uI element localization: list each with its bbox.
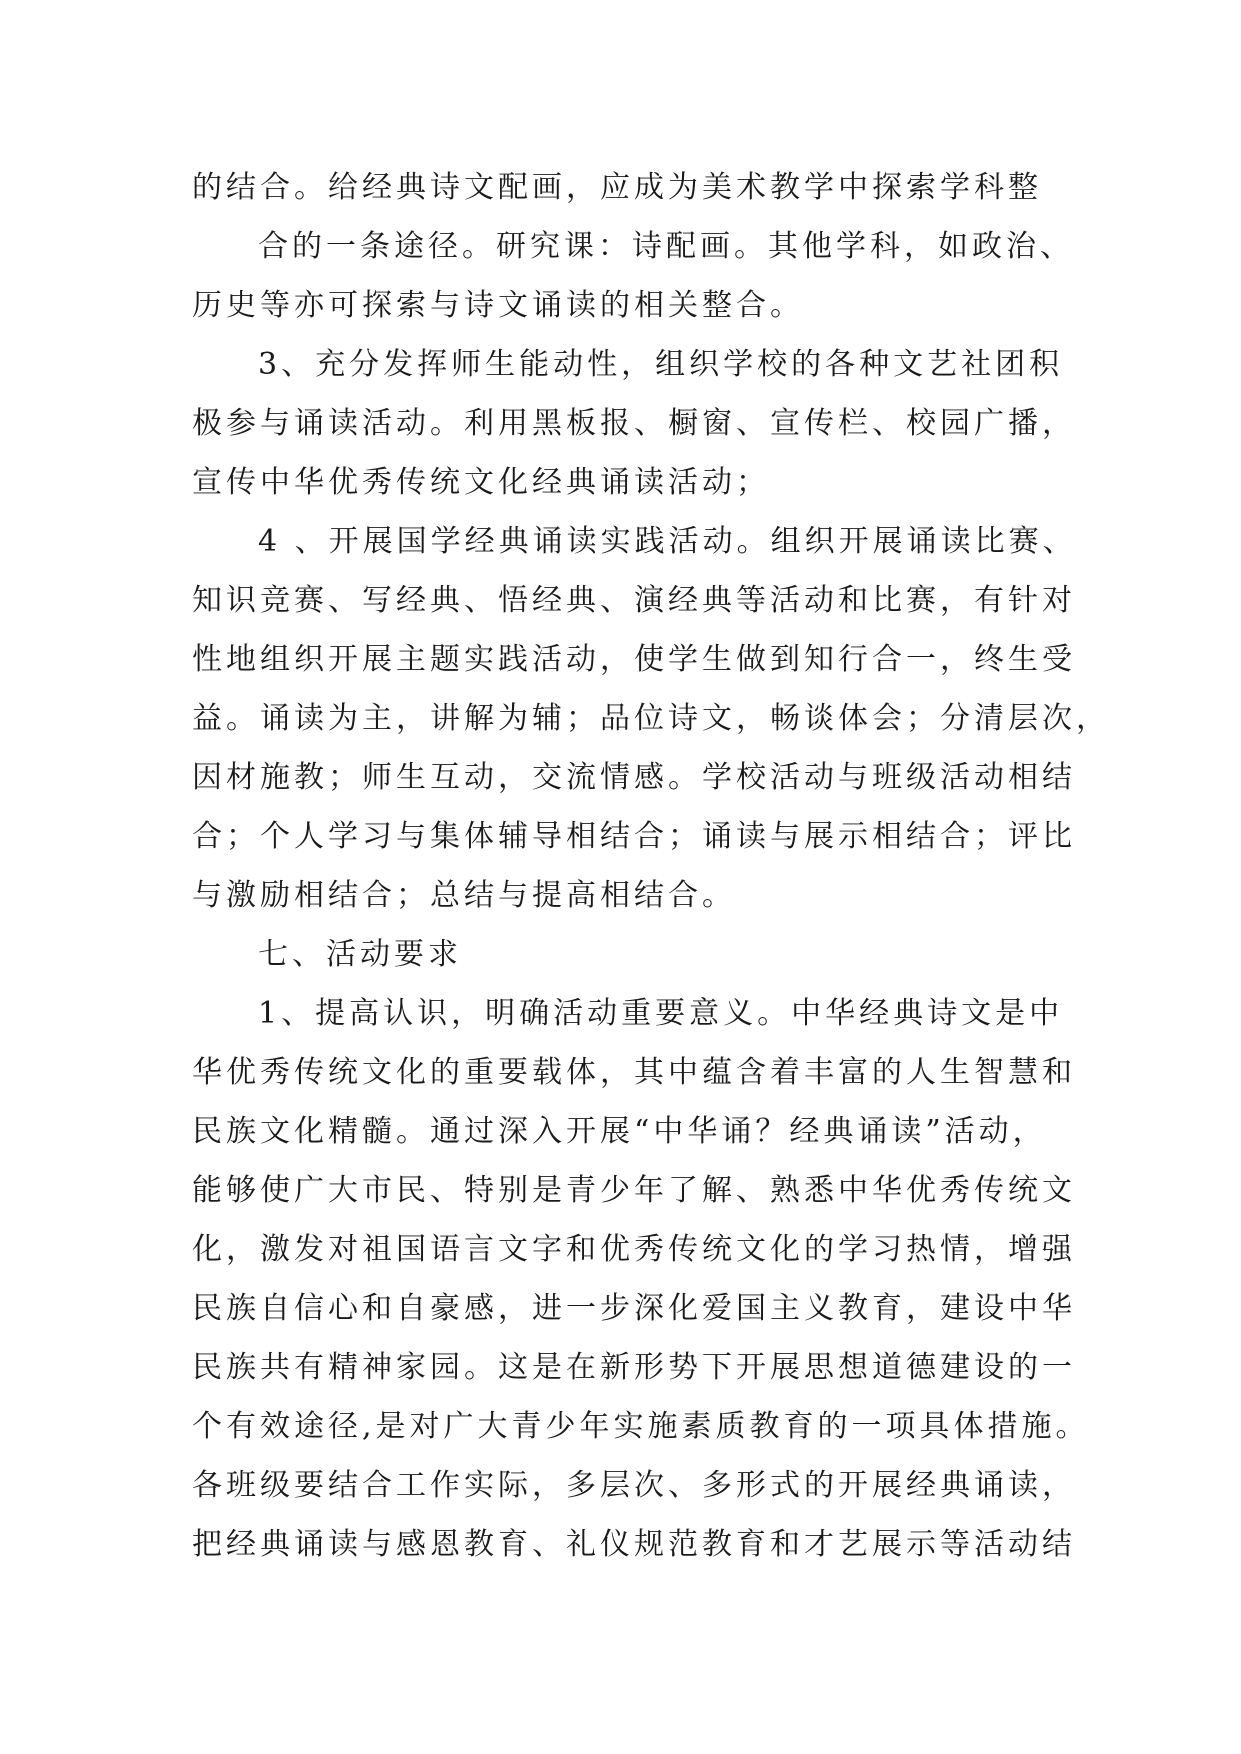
document-body xyxy=(192,158,1110,1574)
text-line-11: 因材施教；师生互动，交流情感。学校活动与班级活动相结 xyxy=(192,760,1076,795)
section-heading: 七、活动要求 xyxy=(258,937,462,972)
text-line-19: 化，激发对祖国语言文字和优秀传统文化的学习热情，增强 xyxy=(192,1232,1076,1267)
text-line-12: 合；个人学习与集体辅导相结合；诵读与展示相结合；评比 xyxy=(192,819,1076,854)
text-line-10: 益。诵读为主，讲解为辅；品位诗文，畅谈体会；分清层次， xyxy=(192,701,1110,736)
text-line-23: 各班级要结合工作实际，多层次、多形式的开展经典诵读， xyxy=(192,1468,1076,1503)
text-line-24: 把经典诵读与感恩教育、礼仪规范教育和才艺展示等活动结 xyxy=(192,1527,1076,1562)
text-line-6: 宣传中华优秀传统文化经典诵读活动； xyxy=(192,465,770,500)
text-line-1: 的结合。给经典诗文配画，应成为美术教学中探索学科整 xyxy=(192,170,1042,205)
text-line-22: 个有效途径,是对广大青少年实施素质教育的一项具体措施。 xyxy=(192,1409,1090,1444)
text-line-8: 知识竞赛、写经典、悟经典、演经典等活动和比赛，有针对 xyxy=(192,583,1076,618)
text-line-5: 极参与诵读活动。利用黑板报、橱窗、宣传栏、校园广播， xyxy=(192,406,1076,441)
text-line-2: 合的一条途径。研究课：诗配画。其他学科，如政治、 xyxy=(258,229,1074,264)
text-line-20: 民族自信心和自豪感，进一步深化爱国主义教育，建设中华 xyxy=(192,1291,1076,1326)
text-line-4: 3、充分发挥师生能动性，组织学校的各种文艺社团积 xyxy=(258,347,1064,382)
text-line-17: 民族文化精髓。通过深入开展“中华诵？经典诵读”活动， xyxy=(192,1114,1047,1149)
text-line-18: 能够使广大市民、特别是青少年了解、熟悉中华优秀传统文 xyxy=(192,1173,1076,1208)
text-line-15: 1、提高认识，明确活动重要意义。中华经典诗文是中 xyxy=(258,996,1064,1031)
text-line-9: 性地组织开展主题实践活动，使学生做到知行合一，终生受 xyxy=(192,642,1076,677)
text-line-13: 与激励相结合；总结与提高相结合。 xyxy=(192,878,736,913)
text-line-21: 民族共有精神家园。这是在新形势下开展思想道德建设的一 xyxy=(192,1350,1076,1385)
text-line-7: 4 、开展国学经典诵读实践活动。组织开展诵读比赛、 xyxy=(258,524,1077,559)
text-line-16: 华优秀传统文化的重要载体，其中蕴含着丰富的人生智慧和 xyxy=(192,1055,1076,1090)
text-line-3: 历史等亦可探索与诗文诵读的相关整合。 xyxy=(192,288,804,323)
